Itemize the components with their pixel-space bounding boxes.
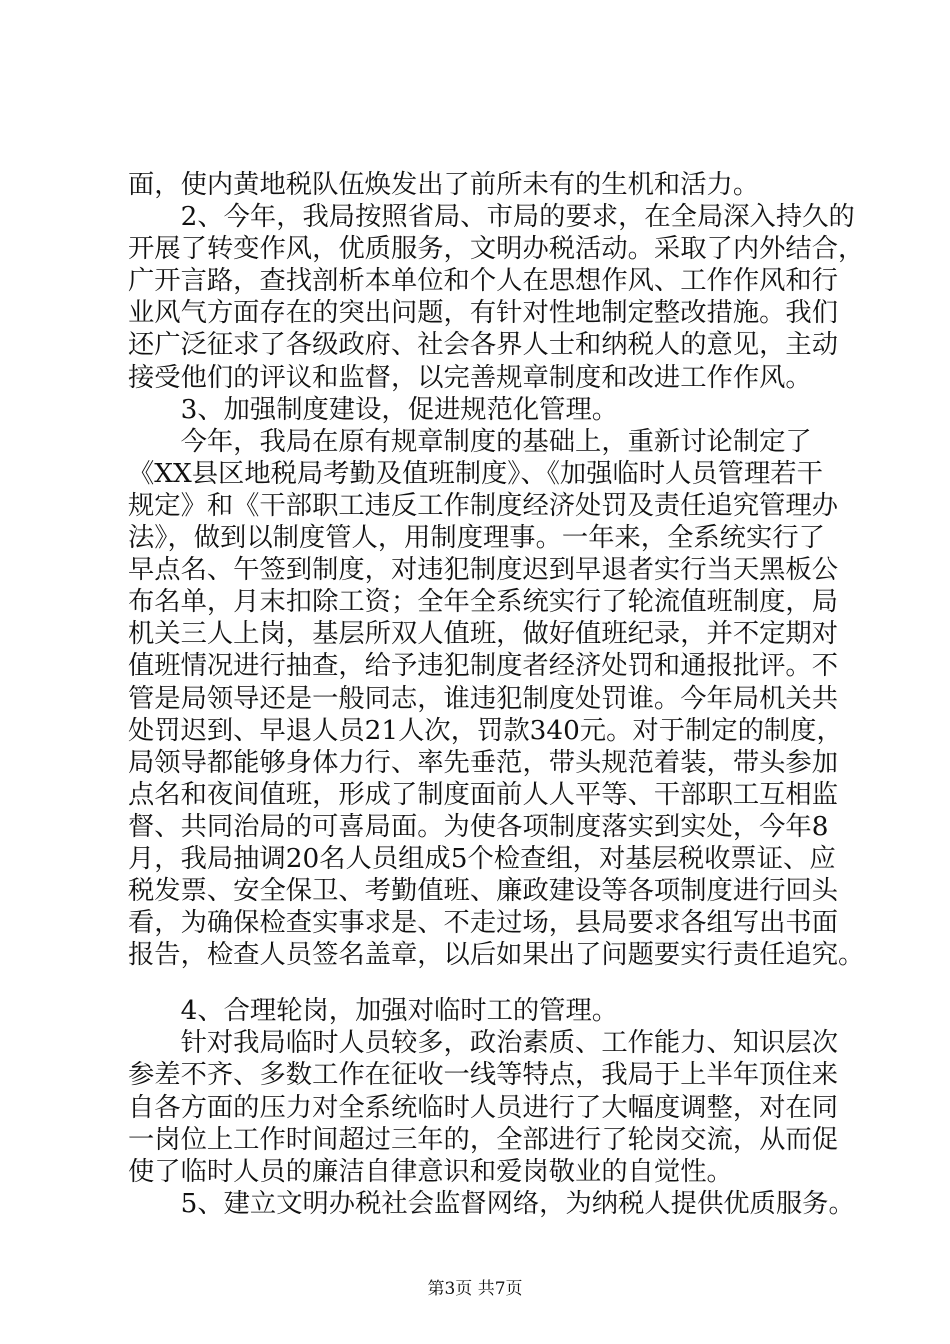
text-line: 值班情况进行抽查，给予违犯制度者经济处罚和通报批评。不	[128, 651, 839, 682]
text-line: 针对我局临时人员较多，政治素质、工作能力、知识层次	[128, 1028, 839, 1059]
text-line: 业风气方面存在的突出问题，有针对性地制定整改措施。我们	[128, 298, 839, 329]
body-text	[128, 169, 865, 1220]
text-line: 2、今年，我局按照省局、市局的要求，在全局深入持久的	[128, 202, 855, 233]
text-line: 自各方面的压力对全系统临时人员进行了大幅度调整，对在同	[128, 1092, 839, 1123]
text-line: 督、共同治局的可喜局面。为使各项制度落实到实处，今年8	[128, 811, 829, 842]
text-line: 接受他们的评议和监督，以完善规章制度和改进工作作风。	[128, 362, 812, 393]
section-heading: 5、建立文明办税社会监督网络，为纳税人提供优质服务。	[128, 1188, 855, 1219]
text-line: 机关三人上岗，基层所双人值班，做好值班纪录，并不定期对	[128, 619, 839, 650]
text-line: 早点名、午签到制度，对违犯制度迟到早退者实行当天黑板公	[128, 555, 839, 586]
section-heading: 4、合理轮岗，加强对临时工的管理。	[128, 996, 619, 1027]
text-line: 还广泛征求了各级政府、社会各界人士和纳税人的意见，主动	[128, 330, 839, 361]
text-line: 税发票、安全保卫、考勤值班、廉政建设等各项制度进行回头	[128, 876, 839, 907]
text-line: 月，我局抽调20名人员组成5个检查组，对基层税收票证、应	[128, 843, 836, 874]
text-line: 面，使内黄地税队伍焕发出了前所未有的生机和活力。	[128, 170, 760, 200]
page-number-label: 第3页 共7页	[427, 1279, 523, 1299]
text-line: 法》，做到以制度管人，用制度理事。一年来，全系统实行了	[128, 523, 825, 554]
text-line: 处罚迟到、早退人员21人次，罚款340元。对于制定的制度，	[128, 715, 843, 746]
text-line: 一岗位上工作时间超过三年的，全部进行了轮岗交流，从而促	[128, 1124, 839, 1155]
text-line: 局领导都能够身体力行、率先垂范，带头规范着装，带头参加	[128, 747, 839, 778]
text-line: 规定》和《干部职工违反工作制度经济处罚及责任追究管理办	[128, 490, 839, 521]
text-line: 《XX县区地税局考勤及值班制度》、《加强临时人员管理若干	[128, 458, 823, 489]
text-line: 参差不齐、多数工作在征收一线等特点，我局于上半年顶住来	[128, 1060, 839, 1091]
section-heading: 3、加强制度建设，促进规范化管理。	[128, 394, 619, 425]
text-line: 使了临时人员的廉洁自律意识和爱岗敬业的自觉性。	[128, 1156, 733, 1187]
text-line: 管是局领导还是一般同志，谁违犯制度处罚谁。今年局机关共	[128, 683, 839, 714]
text-line: 看，为确保检查实事求是、不走过场，县局要求各组写出书面	[128, 908, 839, 939]
text-line: 报告，检查人员签名盖章，以后如果出了问题要实行责任追究。	[128, 940, 865, 971]
text-line: 广开言路，查找剖析本单位和个人在思想作风、工作作风和行	[128, 266, 839, 297]
text-line: 点名和夜间值班，形成了制度面前人人平等、干部职工互相监	[128, 779, 839, 810]
text-line: 开展了转变作风，优质服务，文明办税活动。采取了内外结合，	[128, 234, 865, 265]
text-line: 今年，我局在原有规章制度的基础上，重新讨论制定了	[128, 426, 812, 457]
text-line: 布名单，月末扣除工资；全年全系统实行了轮流值班制度，局	[128, 587, 839, 618]
page-footer	[0, 1274, 950, 1299]
